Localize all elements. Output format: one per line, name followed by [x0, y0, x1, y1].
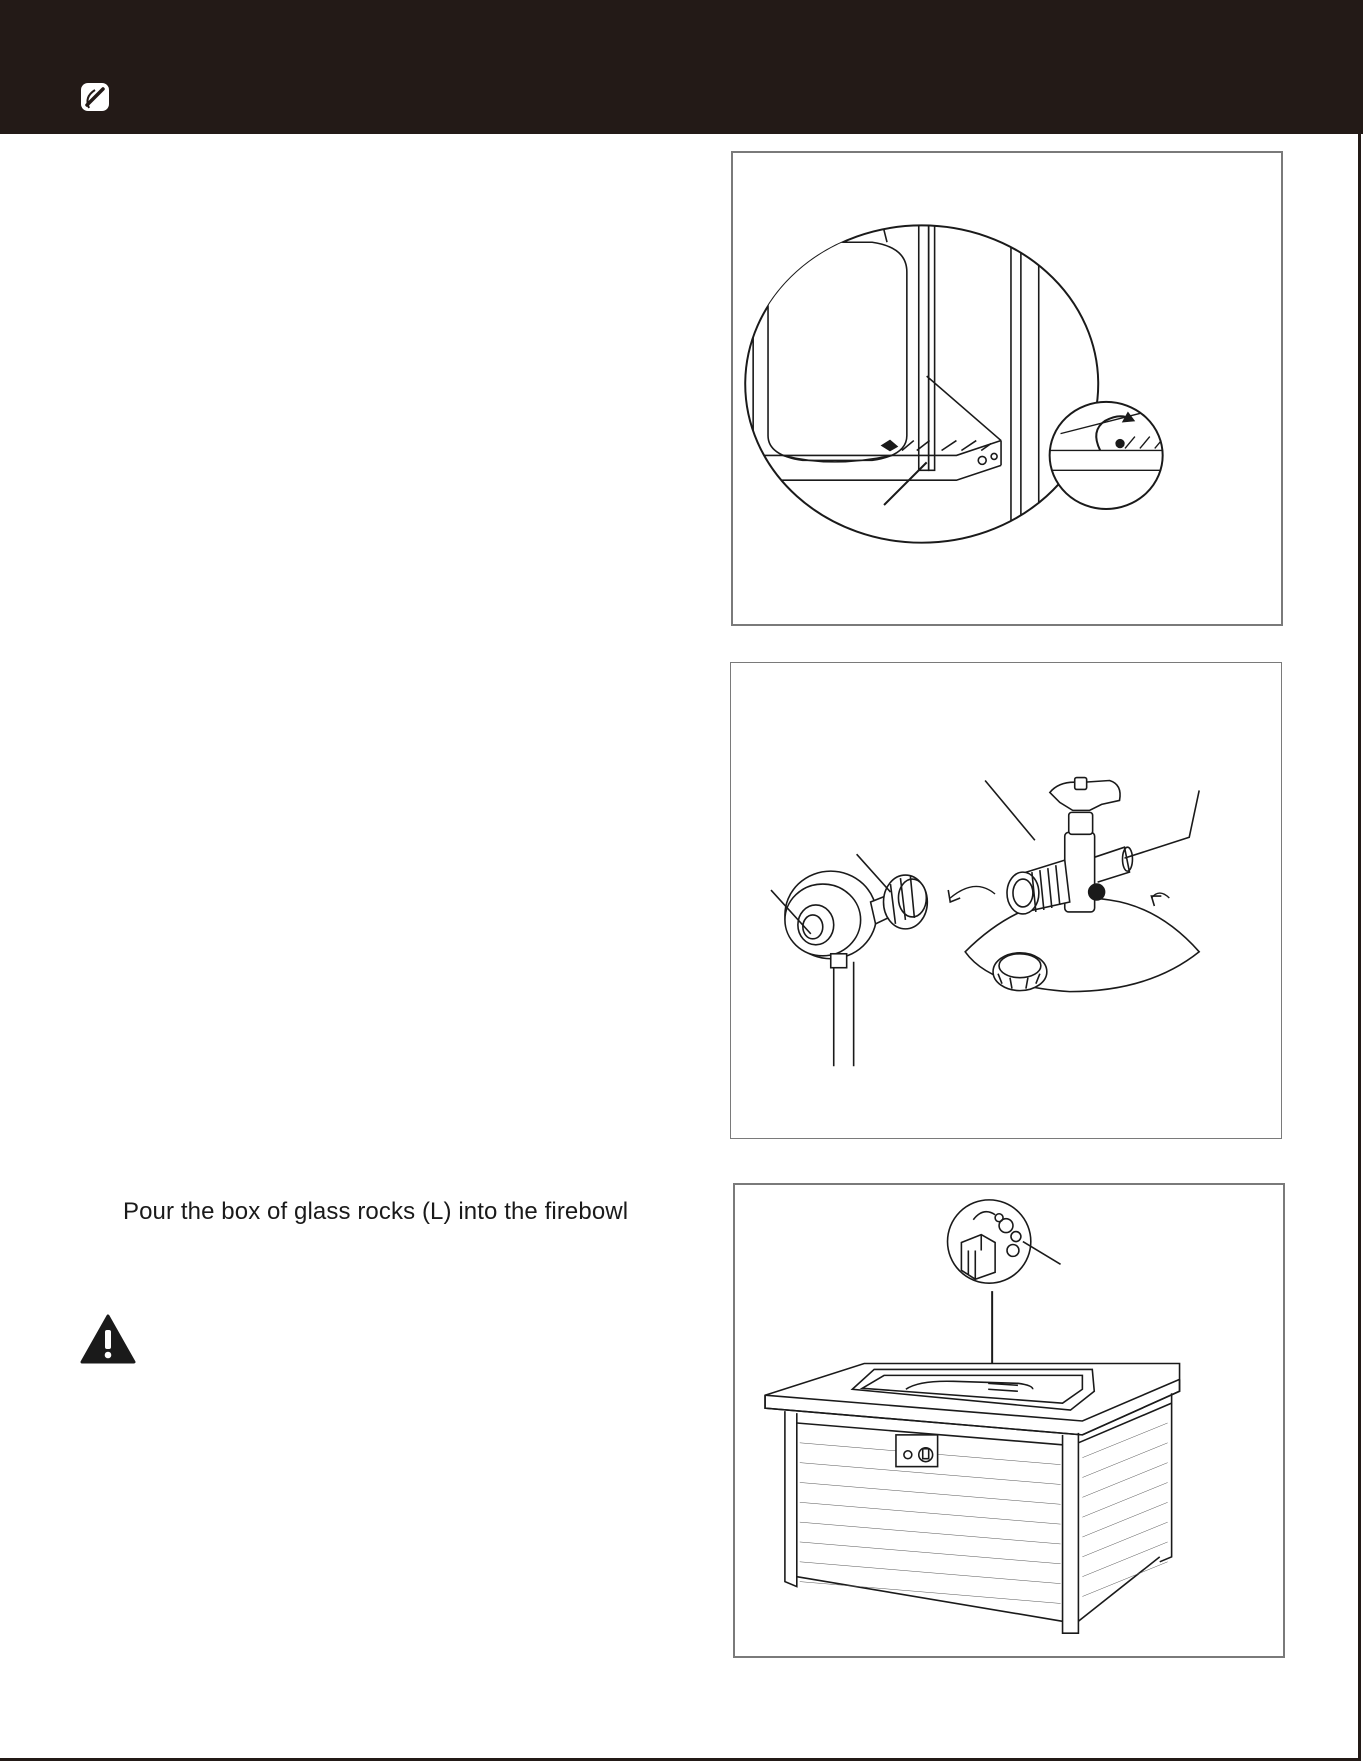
- figure-regulator-connection: [730, 662, 1282, 1139]
- regulator-connection-illustration: [731, 663, 1281, 1138]
- step-instruction-text: Pour the box of glass rocks (L) into the firebowl: [123, 1198, 629, 1225]
- brand-logo-icon: [80, 82, 110, 112]
- header-bar: [0, 0, 1363, 134]
- fire-table-illustration: [735, 1185, 1283, 1656]
- figure-tank-placement: [731, 151, 1283, 626]
- figure-glass-rocks: [733, 1183, 1285, 1658]
- warning-triangle-icon: [80, 1313, 136, 1365]
- tank-placement-illustration: [733, 153, 1281, 624]
